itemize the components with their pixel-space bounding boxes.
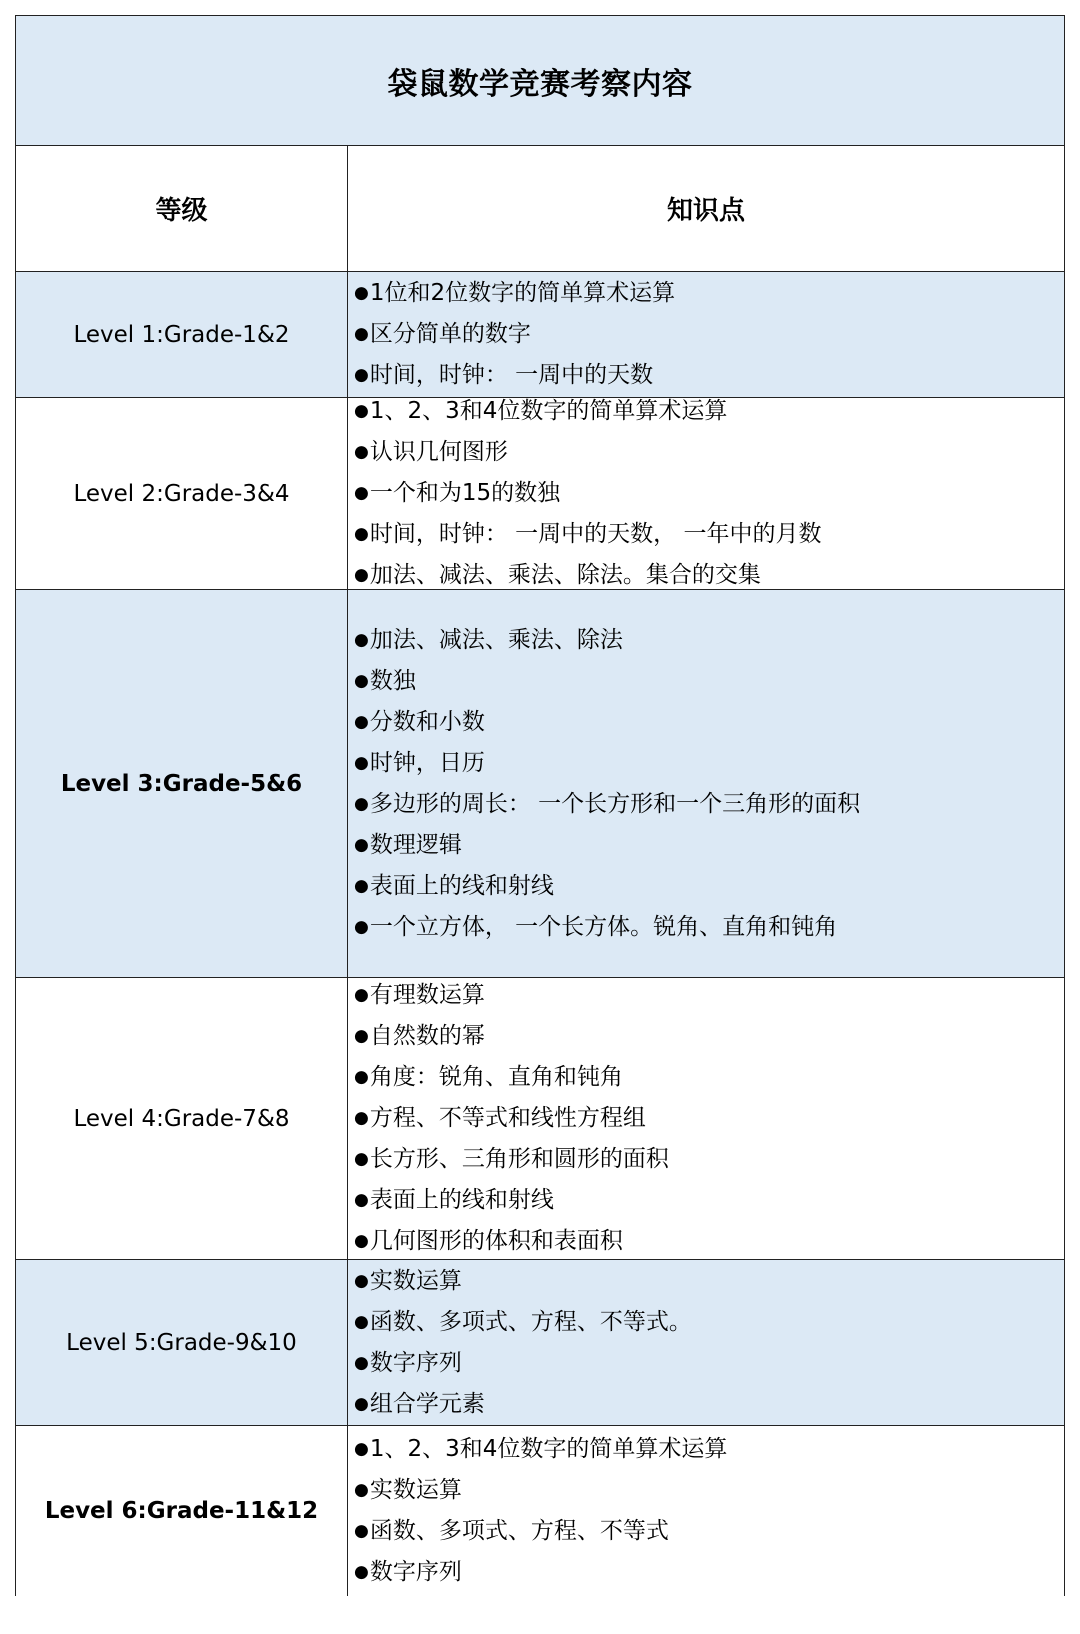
bullet-icon: ● [354, 1521, 369, 1541]
bullet-icon: ● [354, 752, 369, 773]
topic-list [348, 1426, 1064, 1596]
topic-text: 自然数的幂 [369, 1023, 485, 1049]
topic-item [354, 1139, 1064, 1180]
topic-text: 1、2、3和4位数字的简单算术运算 [369, 1436, 728, 1462]
topic-text: 几何图形的体积和表面积 [369, 1228, 623, 1254]
bullet-icon: ● [354, 1108, 369, 1128]
topic-item [354, 743, 1064, 784]
topic-item [354, 1098, 1064, 1139]
bullet-icon: ● [354, 711, 369, 732]
bullet-icon: ● [354, 1067, 369, 1087]
topic-item [354, 1221, 1064, 1262]
level-label: Level 4:Grade-7&8 [16, 978, 348, 1259]
table-title: 袋鼠数学竞赛考察内容 [387, 66, 693, 102]
bullet-icon: ● [354, 1439, 369, 1459]
bullet-icon: ● [354, 1026, 369, 1046]
level-label: Level 1:Grade-1&2 [16, 272, 348, 397]
topic-text: 一个立方体， 一个长方体。锐角、直角和钝角 [369, 913, 838, 940]
topic-text: 数理逻辑 [369, 831, 462, 858]
topic-text: 1、2、3和4位数字的简单算术运算 [369, 398, 728, 424]
topic-item [354, 1470, 1064, 1511]
topic-item [354, 1302, 1064, 1343]
topic-item [354, 661, 1064, 702]
topic-item [354, 620, 1064, 661]
bullet-icon: ● [354, 1270, 369, 1291]
bullet-icon: ● [354, 1231, 369, 1251]
topic-item [354, 1343, 1064, 1384]
topic-text: 时间，时钟： 一周中的天数 [369, 362, 654, 388]
topic-text: 时间，时钟： 一周中的天数， 一年中的月数 [369, 521, 822, 547]
topic-item [354, 825, 1064, 866]
topic-item [354, 1552, 1064, 1593]
topic-text: 长方形、三角形和圆形的面积 [369, 1146, 669, 1172]
topic-item [354, 866, 1064, 907]
topic-text: 表面上的线和射线 [369, 872, 554, 899]
topic-item [354, 1384, 1064, 1425]
bullet-icon: ● [354, 875, 369, 896]
topic-text: 数字序列 [369, 1559, 462, 1585]
bullet-icon: ● [354, 916, 369, 937]
topic-item [354, 1511, 1064, 1552]
topic-text: 一个和为15的数独 [369, 480, 561, 506]
table-row [16, 1426, 1064, 1596]
topic-item [354, 1180, 1064, 1221]
bullet-icon: ● [354, 985, 369, 1005]
table-body [16, 272, 1064, 1596]
topic-text: 函数、多项式、方程、不等式。 [369, 1308, 692, 1335]
topic-text: 有理数运算 [369, 982, 485, 1008]
bullet-icon: ● [354, 1480, 369, 1500]
bullet-icon: ● [354, 442, 369, 462]
topic-item [354, 1429, 1064, 1470]
level-label: Level 2:Grade-3&4 [16, 398, 348, 589]
topic-text: 数独 [369, 667, 416, 694]
table-row [16, 978, 1064, 1260]
topic-text: 函数、多项式、方程、不等式 [369, 1518, 669, 1544]
topic-text: 加法、减法、乘法、除法 [369, 626, 623, 653]
bullet-icon: ● [354, 834, 369, 855]
topic-item [354, 314, 1064, 355]
topic-text: 区分简单的数字 [369, 321, 531, 347]
topic-text: 角度：锐角、直角和钝角 [369, 1064, 623, 1090]
topic-item [354, 907, 1064, 948]
bullet-icon: ● [354, 483, 369, 503]
topic-text: 分数和小数 [369, 708, 485, 735]
bullet-icon: ● [354, 670, 369, 691]
topic-item [354, 784, 1064, 825]
bullet-icon: ● [354, 1149, 369, 1169]
topic-list [348, 1260, 1064, 1425]
bullet-icon: ● [354, 1352, 369, 1373]
topic-item [354, 1261, 1064, 1302]
header-level: 等级 [16, 146, 348, 271]
topic-text: 加法、减法、乘法、除法。集合的交集 [369, 562, 761, 588]
bullet-icon: ● [354, 524, 369, 544]
bullet-icon: ● [354, 1190, 369, 1210]
bullet-icon: ● [354, 629, 369, 650]
table-header-row [16, 146, 1064, 272]
topic-list [348, 398, 1064, 589]
bullet-icon: ● [354, 1562, 369, 1582]
topic-list [348, 272, 1064, 397]
topic-text: 数字序列 [369, 1349, 462, 1376]
bullet-icon: ● [354, 324, 369, 344]
topic-text: 实数运算 [369, 1267, 462, 1294]
topic-item [354, 702, 1064, 743]
topic-text: 表面上的线和射线 [369, 1187, 554, 1213]
topic-item [354, 273, 1064, 314]
table-row [16, 272, 1064, 398]
bullet-icon: ● [354, 1311, 369, 1332]
bullet-icon: ● [354, 565, 369, 585]
topic-text: 实数运算 [369, 1477, 462, 1503]
topic-text: 1位和2位数字的简单算术运算 [369, 280, 676, 306]
bullet-icon: ● [354, 1393, 369, 1414]
bullet-icon: ● [354, 401, 369, 421]
bullet-icon: ● [354, 793, 369, 814]
level-label: Level 3:Grade-5&6 [16, 590, 348, 977]
table-row [16, 590, 1064, 978]
topic-item [354, 514, 1064, 555]
table-title-row [16, 16, 1064, 146]
topic-text: 多边形的周长： 一个长方形和一个三角形的面积 [369, 790, 861, 817]
topic-item [354, 355, 1064, 396]
topic-item [354, 391, 1064, 432]
level-label: Level 5:Grade-9&10 [16, 1260, 348, 1425]
topic-list [348, 978, 1064, 1259]
topic-text: 认识几何图形 [369, 439, 508, 465]
topic-item [354, 432, 1064, 473]
header-topics: 知识点 [666, 196, 745, 226]
topic-text: 方程、不等式和线性方程组 [369, 1105, 646, 1131]
topic-item [354, 975, 1064, 1016]
topic-item [354, 1057, 1064, 1098]
level-label: Level 6:Grade-11&12 [16, 1426, 348, 1596]
topic-list [348, 590, 1064, 977]
content-table [15, 15, 1065, 1596]
topic-item [354, 1016, 1064, 1057]
topic-text: 时钟，日历 [369, 749, 485, 776]
bullet-icon: ● [354, 283, 369, 303]
table-row [16, 1260, 1064, 1426]
topic-item [354, 473, 1064, 514]
topic-text: 组合学元素 [369, 1390, 485, 1417]
bullet-icon: ● [354, 365, 369, 385]
table-row [16, 398, 1064, 590]
